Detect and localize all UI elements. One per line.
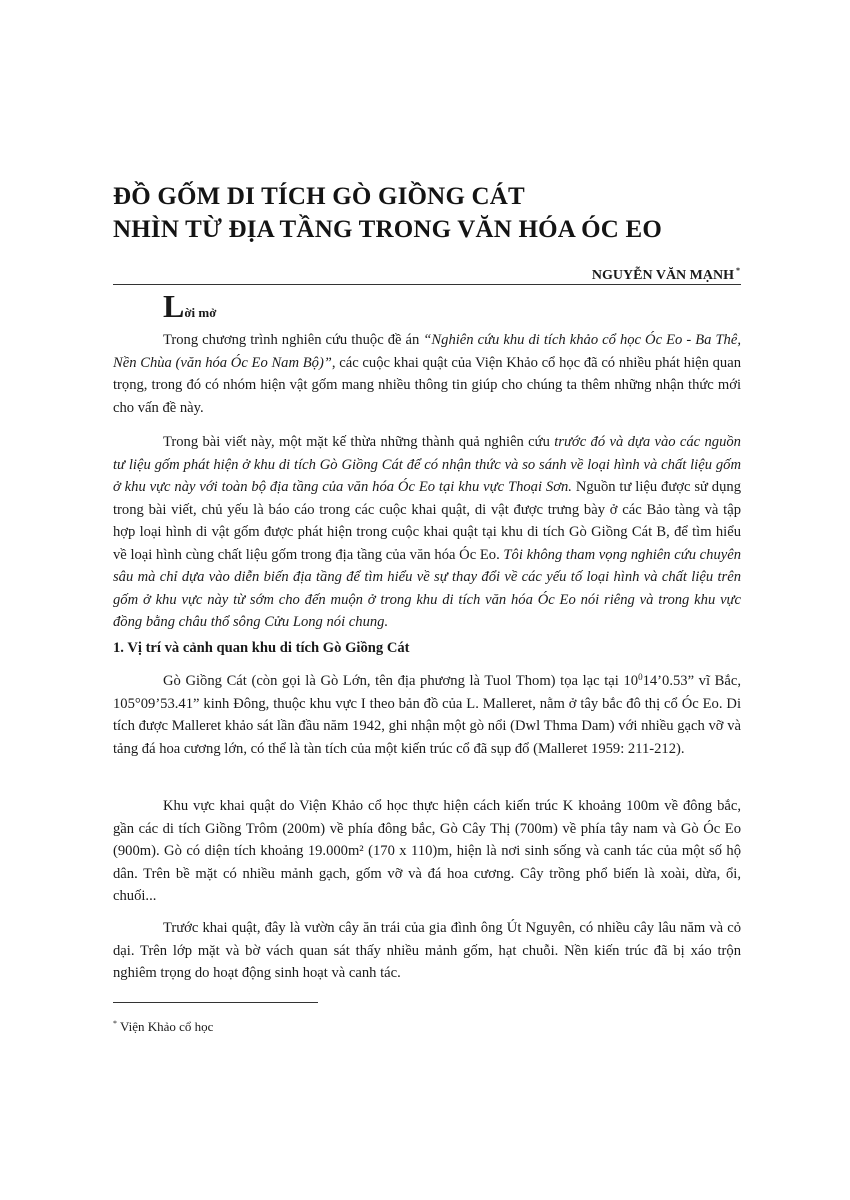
author-name: NGUYỄN VĂN MẠNH — [591, 268, 734, 283]
paragraph-location — [113, 666, 741, 760]
title-line-1: ĐỒ GỐM DI TÍCH GÒ GIỒNG CÁT — [113, 183, 525, 210]
intro-heading-rest: ời mở — [184, 305, 217, 320]
p2-italic-d: Tôi không tham vọng nghiên cứu chuyên sâu mà chỉ dựa vào diễn biến địa tầng để tìm hiểu về sự thay đổi về các yếu tố loại hình và chất liệu trên gốm ở khu vực này từ sớm cho đến muộn ở trong khu di tích văn hóa Óc Eo nói riêng và trong khu vực đồng bằng châu thổ sông Cửu Long nói chung. — [113, 546, 741, 630]
p1-project-title: “Nghiên cứu khu di tích khảo cổ học Óc Eo - Ba Thê, Nền Chùa (văn hóa Óc Eo Nam Bộ)” — [113, 332, 741, 371]
footnote — [113, 1015, 213, 1036]
paragraph-excavation-area: Khu vực khai quật do Viện Khảo cổ học thực hiện cách kiến trúc K khoảng 100m về đông bắc, gần các di tích Giồng Trôm (200m) về phía đông bắc, Gò Cây Thị (700m) về phía tây nam và Gò Óc Eo (900m). Gò có diện tích khoảng 19.000m² (170 x 110)m, hiện là nơi sinh sống và canh tác của một số hộ dân. Trên bề mặt có nhiều mảnh gạch, gốm vỡ và đá hoa cương. Cây trồng phổ biến là xoài, dừa, ổi, chuối... — [113, 798, 741, 904]
intro-drop-letter: L — [163, 288, 185, 324]
p3-text-b: 14’0.53” vĩ Bắc, 105°09’53.41” kinh Đông, thuộc khu vực I theo bản đồ của L. Malleret, nằm ở tây bắc đô thị cổ Óc Eo. Di tích được Malleret khảo sát lần đầu năm 1942, ghi nhận một gò nổi (Dwl Thma Dam) với nhiều gạch vỡ và tảng đá hoa cương lớn, có thể là tàn tích của một kiến trúc cổ đã sụp đổ (Malleret 1959: 211-212). — [113, 673, 741, 757]
title-line-2: NHÌN TỪ ĐỊA TẦNG TRONG VĂN HÓA ÓC EO — [113, 216, 662, 243]
p3-text-a: Gò Giồng Cát (còn gọi là Gò Lớn, tên địa phương là Tuol Thom) tọa lạc tại 10 — [163, 673, 639, 689]
p2-text-c: Nguồn tư liệu được sử dụng trong bài viết, chủ yếu là báo cáo trong các cuộc khai quật, di vật được trưng bày ở các Bảo tàng và tập hợp loại hình di vật gốm được phát hiện trong cuộc khai quật tại khu di tích Gò Giồng Cát B, để tìm hiểu về loại hình cùng chất liệu gốm trong địa tầng của văn hóa Óc Eo. — [113, 479, 741, 563]
p2-italic-b: trước đó và dựa vào các nguồn tư liệu gốm phát hiện ở khu di tích Gò Giồng Cát để có nhận thức và so sánh về loại hình và chất liệu gốm ở khu vực này với toàn bộ địa tầng của văn hóa Óc Eo tại khu vực Thoại Sơn. — [113, 434, 741, 495]
p1-text-a: Trong chương trình nghiên cứu thuộc đề án — [163, 332, 424, 348]
paragraph-before-excavation: Trước khai quật, đây là vườn cây ăn trái của gia đình ông Út Nguyên, có nhiều cây lâu năm và cỏ dại. Trên lớp mặt và bờ vách quan sát thấy nhiều mảnh gốm, hạt chuỗi. Nền kiến trúc đã bị xáo trộn nghiêm trọng do hoạt động sinh hoạt và canh tác. — [113, 920, 741, 981]
header-divider — [113, 284, 741, 285]
footnote-divider — [113, 1002, 318, 1003]
footnote-mark: * — [113, 1019, 117, 1028]
p1-text-c: , các cuộc khai quật của Viện Khảo cổ học đã có nhiều phát hiện quan trọng, trong đó có nhóm hiện vật gốm mang nhiều thông tin giúp cho chúng ta thêm những nhận thức mới cho vấn đề này. — [113, 354, 741, 416]
author-footnote-mark: * — [736, 266, 740, 275]
paragraph-intro-2 — [113, 431, 741, 634]
section-heading-1: 1. Vị trí và cảnh quan khu di tích Gò Giồng Cát — [113, 640, 410, 656]
footnote-text: Viện Khảo cổ học — [120, 1019, 214, 1034]
intro-heading — [163, 290, 216, 322]
p3-degree-mark: 0 — [638, 672, 643, 682]
author-byline — [113, 262, 740, 285]
paragraph-intro-1 — [113, 329, 741, 419]
p2-text-a: Trong bài viết này, một mặt kế thừa những thành quả nghiên cứu — [163, 434, 555, 450]
article-title — [113, 180, 753, 246]
